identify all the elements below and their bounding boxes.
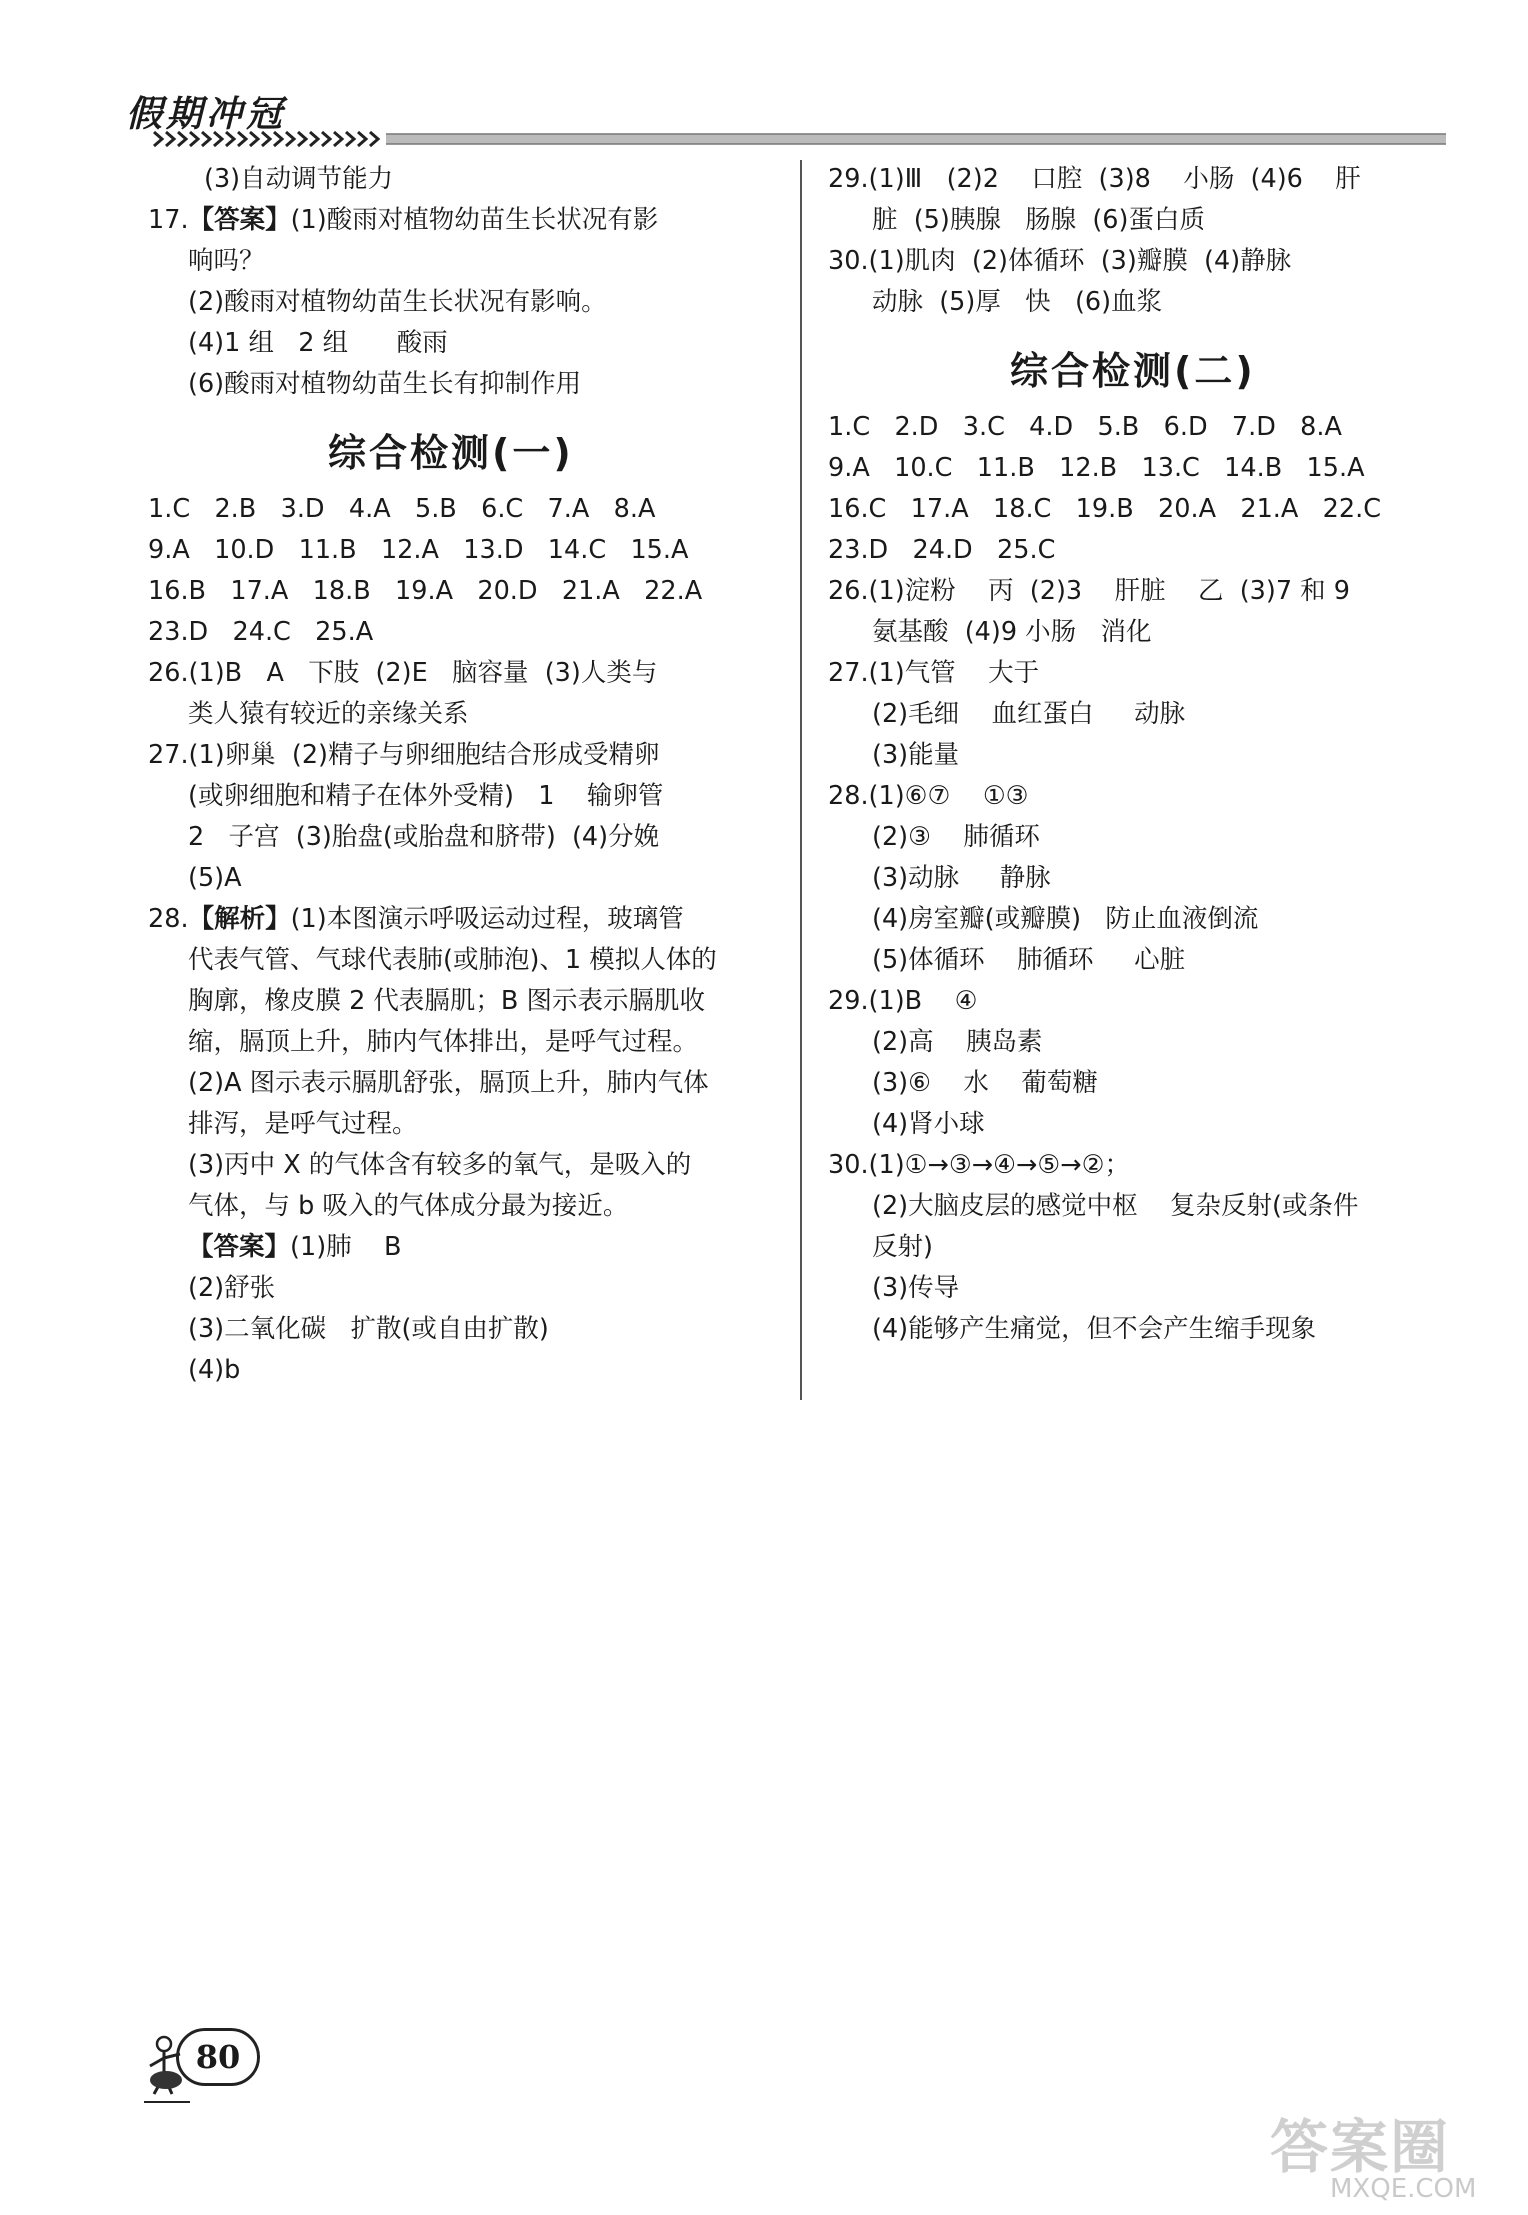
header-decorative-bar (150, 128, 1450, 150)
section-title: 综合检测(二) (1010, 349, 1256, 393)
answer-line: (2)③ 肺循环 (872, 822, 1040, 852)
answer-line: 27.(1)卵巢 (2)精子与卵细胞结合形成受精卵 (148, 740, 660, 770)
answer-line: 29.(1)B ④ (828, 986, 978, 1016)
answer-line: 9.A 10.C 11.B 12.B 13.C 14.B 15.A (828, 453, 1365, 483)
answer-text: (1)肺 B (290, 1232, 402, 1262)
answer-line: (3)二氧化碳 扩散(或自由扩散) (188, 1314, 549, 1344)
answer-line: 27.(1)气管 大于 (828, 658, 1040, 688)
analysis-text: (1)本图演示呼吸运动过程，玻璃管 (290, 904, 684, 934)
question-number: 28. (148, 904, 189, 934)
answer-line: 1.C 2.D 3.C 4.D 5.B 6.D 7.D 8.A (828, 412, 1342, 442)
watermark-url: MXQE.COM (1330, 2174, 1477, 2204)
answer-tag: 【答案】 (188, 205, 291, 235)
answer-line: (2)舒张 (188, 1273, 276, 1303)
answer-line: 29.(1)Ⅲ (2)2 口腔 (3)8 小肠 (4)6 肝 (828, 164, 1361, 194)
answer-line: 16.C 17.A 18.C 19.B 20.A 21.A 22.C (828, 494, 1382, 524)
answer-line: (2)酸雨对植物幼苗生长状况有影响。 (188, 287, 607, 317)
answer-line: (4)能够产生痛觉，但不会产生缩手现象 (872, 1314, 1317, 1344)
watermark-logo: 答案圈 (1270, 2113, 1451, 2181)
answer-line: (或卵细胞和精子在体外受精) 1 输卵管 (188, 781, 664, 811)
analysis-line: 排泻，是呼气过程。 (188, 1109, 418, 1139)
answer-line: (2)大脑皮层的感觉中枢 复杂反射(或条件 (872, 1191, 1359, 1221)
answer-line: (3)传导 (872, 1273, 960, 1303)
answer-line: 9.A 10.D 11.B 12.A 13.D 14.C 15.A (148, 535, 689, 565)
answer-line: 氨基酸 (4)9 小肠 消化 (872, 617, 1152, 647)
answer-line: (2)毛细 血红蛋白 动脉 (872, 699, 1186, 729)
answer-line: 26.(1)B A 下肢 (2)E 脑容量 (3)人类与 (148, 658, 658, 688)
answer-line: (4)1 组 2 组 酸雨 (188, 328, 448, 358)
question-number: 17. (148, 205, 189, 235)
answer-line: 脏 (5)胰腺 肠腺 (6)蛋白质 (872, 205, 1205, 235)
answer-line: 反射) (872, 1232, 933, 1262)
analysis-line: (3)丙中 X 的气体含有较多的氧气，是吸入的 (188, 1150, 692, 1180)
answer-line: 26.(1)淀粉 丙 (2)3 肝脏 乙 (3)7 和 9 (828, 576, 1350, 606)
answer-line: (3)能量 (872, 740, 960, 770)
page-number: 80 (176, 2028, 260, 2086)
page-number-badge (140, 2020, 260, 2120)
column-divider (800, 160, 802, 1400)
answer-line: (3)动脉 静脉 (872, 863, 1051, 893)
analysis-line: 缩，膈顶上升，肺内气体排出，是呼气过程。 (188, 1027, 699, 1057)
answer-line (188, 1232, 402, 1262)
answer-line: (5)A (188, 863, 242, 893)
answer-line: (4)b (188, 1355, 241, 1385)
answer-line: 动脉 (5)厚 快 (6)血浆 (872, 287, 1163, 317)
analysis-line: 胸廓，橡皮膜 2 代表膈肌；B 图示表示膈肌收 (188, 986, 706, 1016)
analysis-line: 代表气管、气球代表肺(或肺泡)、1 模拟人体的 (188, 945, 717, 975)
header-title: 假期冲冠 (126, 93, 287, 135)
answer-line: 28.(1)⑥⑦ ①③ (828, 781, 1029, 811)
answer-line: 30.(1)①→③→④→⑤→②； (828, 1150, 1130, 1180)
answer-line: 23.D 24.C 25.A (148, 617, 374, 647)
answer-line: 类人猿有较近的亲缘关系 (188, 699, 469, 729)
analysis-line: 气体，与 b 吸入的气体成分最为接近。 (188, 1191, 629, 1221)
answer-line: (4)房室瓣(或瓣膜) 防止血液倒流 (872, 904, 1259, 934)
analysis-tag: 【解析】 (188, 904, 291, 934)
answer-line: (4)肾小球 (872, 1109, 985, 1139)
answer-line: 响吗？ (188, 246, 265, 276)
answer-line: (3)⑥ 水 葡萄糖 (872, 1068, 1098, 1098)
answer-line: 1.C 2.B 3.D 4.A 5.B 6.C 7.A 8.A (148, 494, 656, 524)
answer-line: (5)体循环 肺循环 心脏 (872, 945, 1186, 975)
answer-line: 30.(1)肌肉 (2)体循环 (3)瓣膜 (4)静脉 (828, 246, 1292, 276)
answer-line: (2)高 胰岛素 (872, 1027, 1043, 1057)
section-title: 综合检测(一) (328, 431, 574, 475)
answer-line: (3)自动调节能力 (204, 164, 394, 194)
answer-text: (1)酸雨对植物幼苗生长状况有影 (290, 205, 659, 235)
watermark (1260, 2100, 1520, 2210)
answer-line-17 (148, 205, 658, 235)
answer-line: 23.D 24.D 25.C (828, 535, 1056, 565)
analysis-line: (2)A 图示表示膈肌舒张，膈顶上升，肺内气体 (188, 1068, 709, 1098)
answer-tag: 【答案】 (188, 1232, 291, 1262)
answer-line: 16.B 17.A 18.B 19.A 20.D 21.A 22.A (148, 576, 703, 606)
analysis-line-28 (148, 904, 684, 934)
answer-line: 2 子宫 (3)胎盘(或胎盘和脐带) (4)分娩 (188, 822, 660, 852)
answer-line: (6)酸雨对植物幼苗生长有抑制作用 (188, 369, 582, 399)
